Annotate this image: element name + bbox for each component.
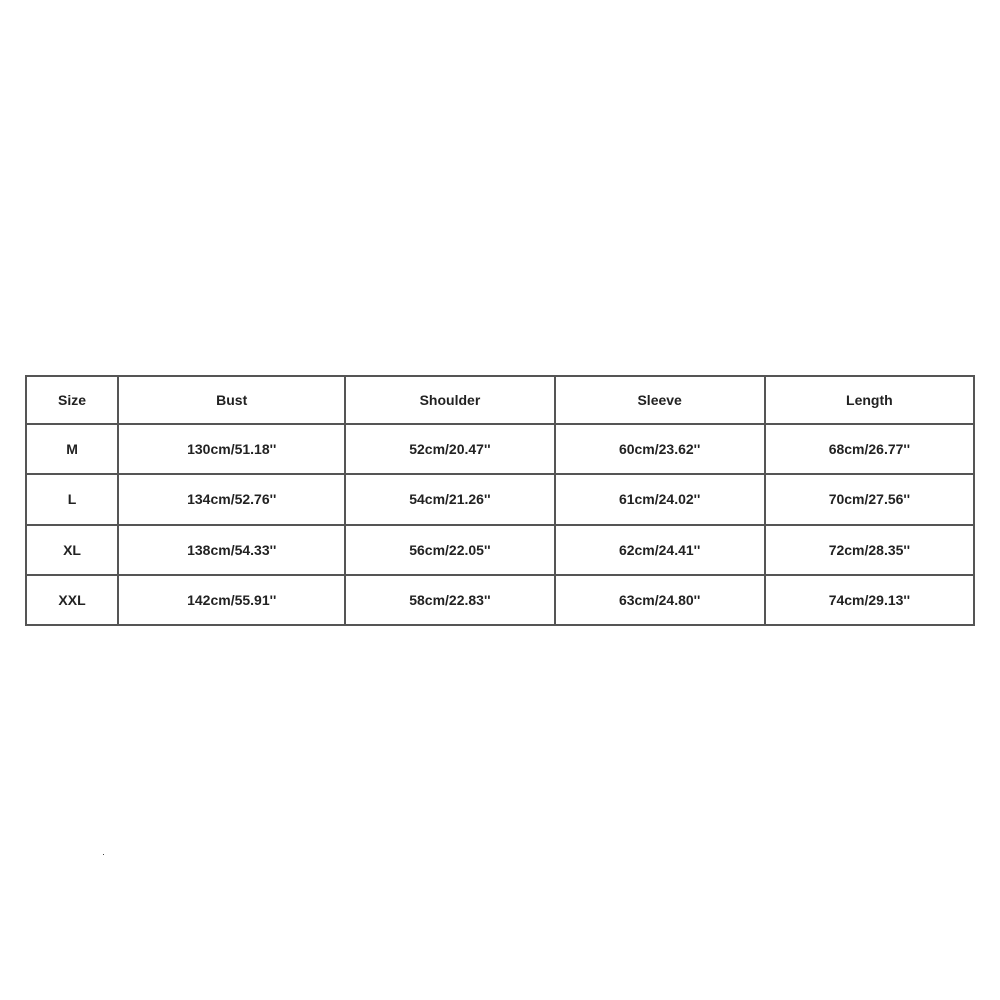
size-chart-table	[25, 375, 975, 626]
table-row	[26, 424, 974, 474]
header-size: Size	[26, 376, 118, 424]
cell-sleeve: 60cm/23.62''	[555, 424, 765, 474]
cell-length: 72cm/28.35''	[765, 525, 974, 575]
cell-bust: 134cm/52.76''	[118, 474, 345, 524]
cell-sleeve: 62cm/24.41''	[555, 525, 765, 575]
cell-sleeve: 63cm/24.80''	[555, 575, 765, 625]
cell-shoulder: 54cm/21.26''	[345, 474, 554, 524]
header-row	[26, 376, 974, 424]
cell-shoulder: 56cm/22.05''	[345, 525, 554, 575]
cell-bust: 138cm/54.33''	[118, 525, 345, 575]
cell-sleeve: 61cm/24.02''	[555, 474, 765, 524]
stray-dot	[103, 854, 104, 855]
cell-length: 70cm/27.56''	[765, 474, 974, 524]
table-row	[26, 575, 974, 625]
cell-bust: 142cm/55.91''	[118, 575, 345, 625]
cell-size: XXL	[26, 575, 118, 625]
cell-length: 74cm/29.13''	[765, 575, 974, 625]
header-sleeve: Sleeve	[555, 376, 765, 424]
header-bust: Bust	[118, 376, 345, 424]
cell-size: M	[26, 424, 118, 474]
table-row	[26, 525, 974, 575]
table-row	[26, 474, 974, 524]
cell-size: XL	[26, 525, 118, 575]
cell-length: 68cm/26.77''	[765, 424, 974, 474]
cell-bust: 130cm/51.18''	[118, 424, 345, 474]
header-length: Length	[765, 376, 974, 424]
header-shoulder: Shoulder	[345, 376, 554, 424]
cell-shoulder: 58cm/22.83''	[345, 575, 554, 625]
cell-shoulder: 52cm/20.47''	[345, 424, 554, 474]
cell-size: L	[26, 474, 118, 524]
